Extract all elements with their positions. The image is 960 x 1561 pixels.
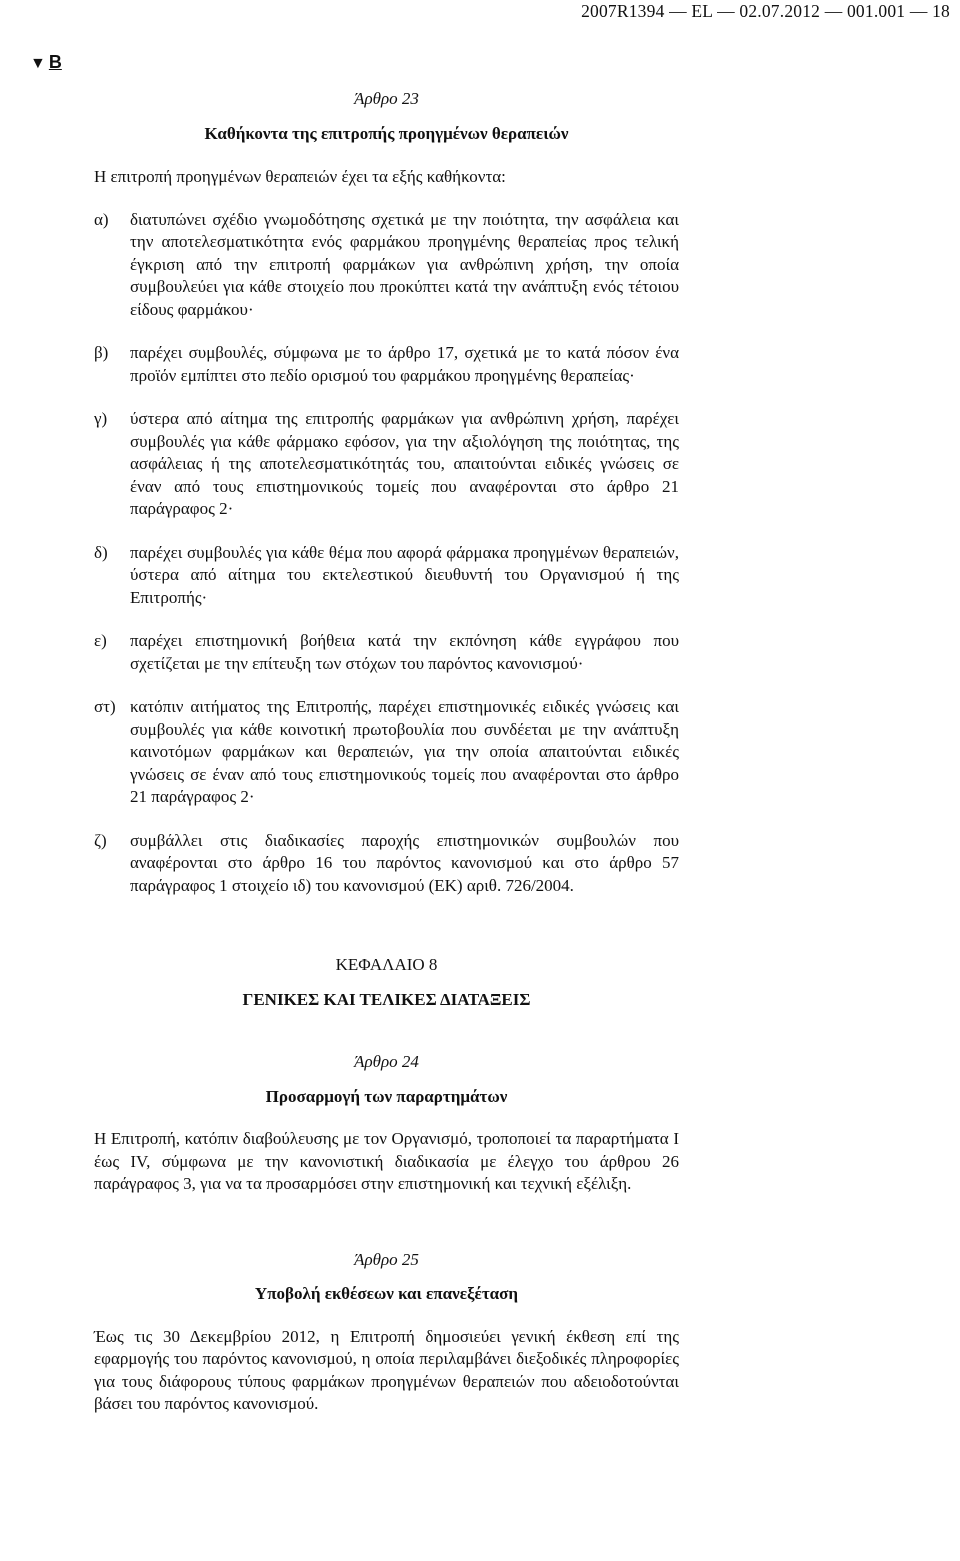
running-header: 2007R1394 — EL — 02.07.2012 — 001.001 — 18	[581, 1, 950, 21]
list-item-label: ζ)	[94, 830, 107, 850]
list-item-text: παρέχει συμβουλές για κάθε θέμα που αφορά φάρμακα προηγμένων θεραπειών, ύστερα από αίτημα του εκτελεστικού διευθυντή του Οργανισμού ή της Επιτροπής·	[130, 542, 679, 607]
list-item-c	[94, 408, 679, 521]
list-item-text: κατόπιν αιτήματος της Επιτροπής, παρέχει επιστημονικές ειδικές γνώσεις και συμβουλές για κάθε κοινοτική πρωτοβουλία που συνδέεται με την ανάπτυξη καινοτόμων φαρμάκων και θεραπειών, για την οποία απαιτούνται ειδικές γνώσεις σε έναν από τους επιστημονικούς τομείς που αναφέρονται στο άρθρο 21 παράγραφος 2·	[130, 697, 679, 806]
list-item-b	[94, 342, 679, 387]
list-item-label: δ)	[94, 542, 108, 562]
list-item-st	[94, 696, 679, 809]
document-body	[94, 88, 679, 1416]
article-24-title: Προσαρμογή των παραρτημάτων	[265, 1086, 508, 1106]
article-25-title: Υποβολή εκθέσεων και επανεξέταση	[254, 1284, 519, 1303]
list-item-text: παρέχει επιστημονική βοήθεια κατά την εκπόνηση κάθε εγγράφου που σχετίζεται με την επίτευξη των στόχων του παρόντος κανονισμού·	[130, 631, 679, 673]
list-item-d	[94, 542, 679, 610]
article-25-number: Άρθρο 25	[354, 1249, 419, 1269]
article-23-intro: Η επιτροπή προηγμένων θεραπειών έχει τα εξής καθήκοντα:	[94, 167, 506, 186]
list-item-a	[94, 209, 679, 322]
list-item-label: στ)	[94, 697, 116, 716]
article-23-title: Καθήκοντα της επιτροπής προηγμένων θεραπειών	[204, 123, 569, 143]
amendment-ref-link[interactable]: B	[48, 52, 62, 72]
chapter-8-title: ΓΕΝΙΚΕΣ ΚΑΙ ΤΕΛΙΚΕΣ ΔΙΑΤΑΞΕΙΣ	[242, 989, 531, 1009]
list-item-label: γ)	[94, 409, 108, 428]
list-item-label: ε)	[94, 631, 107, 650]
list-item-text: διατυπώνει σχέδιο γνωμοδότησης σχετικά με την ποιότητα, την ασφάλεια και την αποτελεσματικότητα ενός φαρμάκου προηγμένης θεραπείας προς τελική έγκριση από την επιτροπή φαρμάκων για ανθρώπινη χρήση, την οποία συμβουλεύει για κάθε στοιχείο που προκύπτει κατά την ανάπτυξη ενός τέτοιου είδους φαρμάκου·	[130, 209, 679, 319]
list-item-z	[94, 830, 679, 898]
amendment-marker	[30, 51, 62, 75]
list-item-text: ύστερα από αίτημα της επιτροπής φαρμάκων για ανθρώπινη χρήση, παρέχει συμβουλές για κάθε φάρμακο εφόσον, για την αξιολόγηση της ποιότητας, της ασφάλειας ή της αποτελεσματικότητάς του, απαιτούνται ειδικές γνώσεις σε έναν από τους επιστημονικούς τομείς που αναφέρονται στο άρθρο 21 παράγραφος 2·	[130, 409, 679, 518]
list-item-text: συμβάλλει στις διαδικασίες παροχής επιστημονικών συμβουλών που αναφέρονται στο άρθρο 16 του παρόντος κανονισμού και στο άρθρο 57 παράγραφος 1 στοιχείο ιδ) του κανονισμού (ΕΚ) αριθ. 726/2004.	[130, 830, 679, 895]
article-24-number: Άρθρο 24	[354, 1052, 419, 1071]
chapter-8-label: ΚΕΦΑΛΑΙΟ 8	[335, 955, 438, 974]
article-24-text: Η Επιτροπή, κατόπιν διαβούλευσης με τον Οργανισμό, τροποποιεί τα παραρτήματα I έως IV, σύμφωνα με την κανονιστική διαδικασία με έλεγχο του άρθρου 26 παράγραφος 3, για να τα προσαρμόσει στην επιστημονική και τεχνική εξέλιξη.	[94, 1129, 679, 1193]
list-item-label: β)	[94, 343, 109, 362]
article-25-text: Έως τις 30 Δεκεμβρίου 2012, η Επιτροπή δημοσιεύει γενική έκθεση επί της εφαρμογής του παρόντος κανονισμού, η οποία περιλαμβάνει διεξοδικές πληροφορίες για τους διάφορους τύπους φαρμάκων προηγμένων θεραπειών που αδειοδοτούνται βάσει του παρόντος κανονισμού.	[94, 1326, 679, 1413]
article-23-number: Άρθρο 23	[354, 89, 419, 108]
list-item-e	[94, 630, 679, 675]
triangle-down-icon: ▼	[30, 55, 46, 72]
list-item-label: α)	[94, 209, 109, 229]
list-item-text: παρέχει συμβουλές, σύμφωνα με το άρθρο 17, σχετικά με το κατά πόσον ένα προϊόν εμπίπτει στο πεδίο ορισμού του φαρμάκου προηγμένης θεραπείας·	[130, 343, 679, 385]
